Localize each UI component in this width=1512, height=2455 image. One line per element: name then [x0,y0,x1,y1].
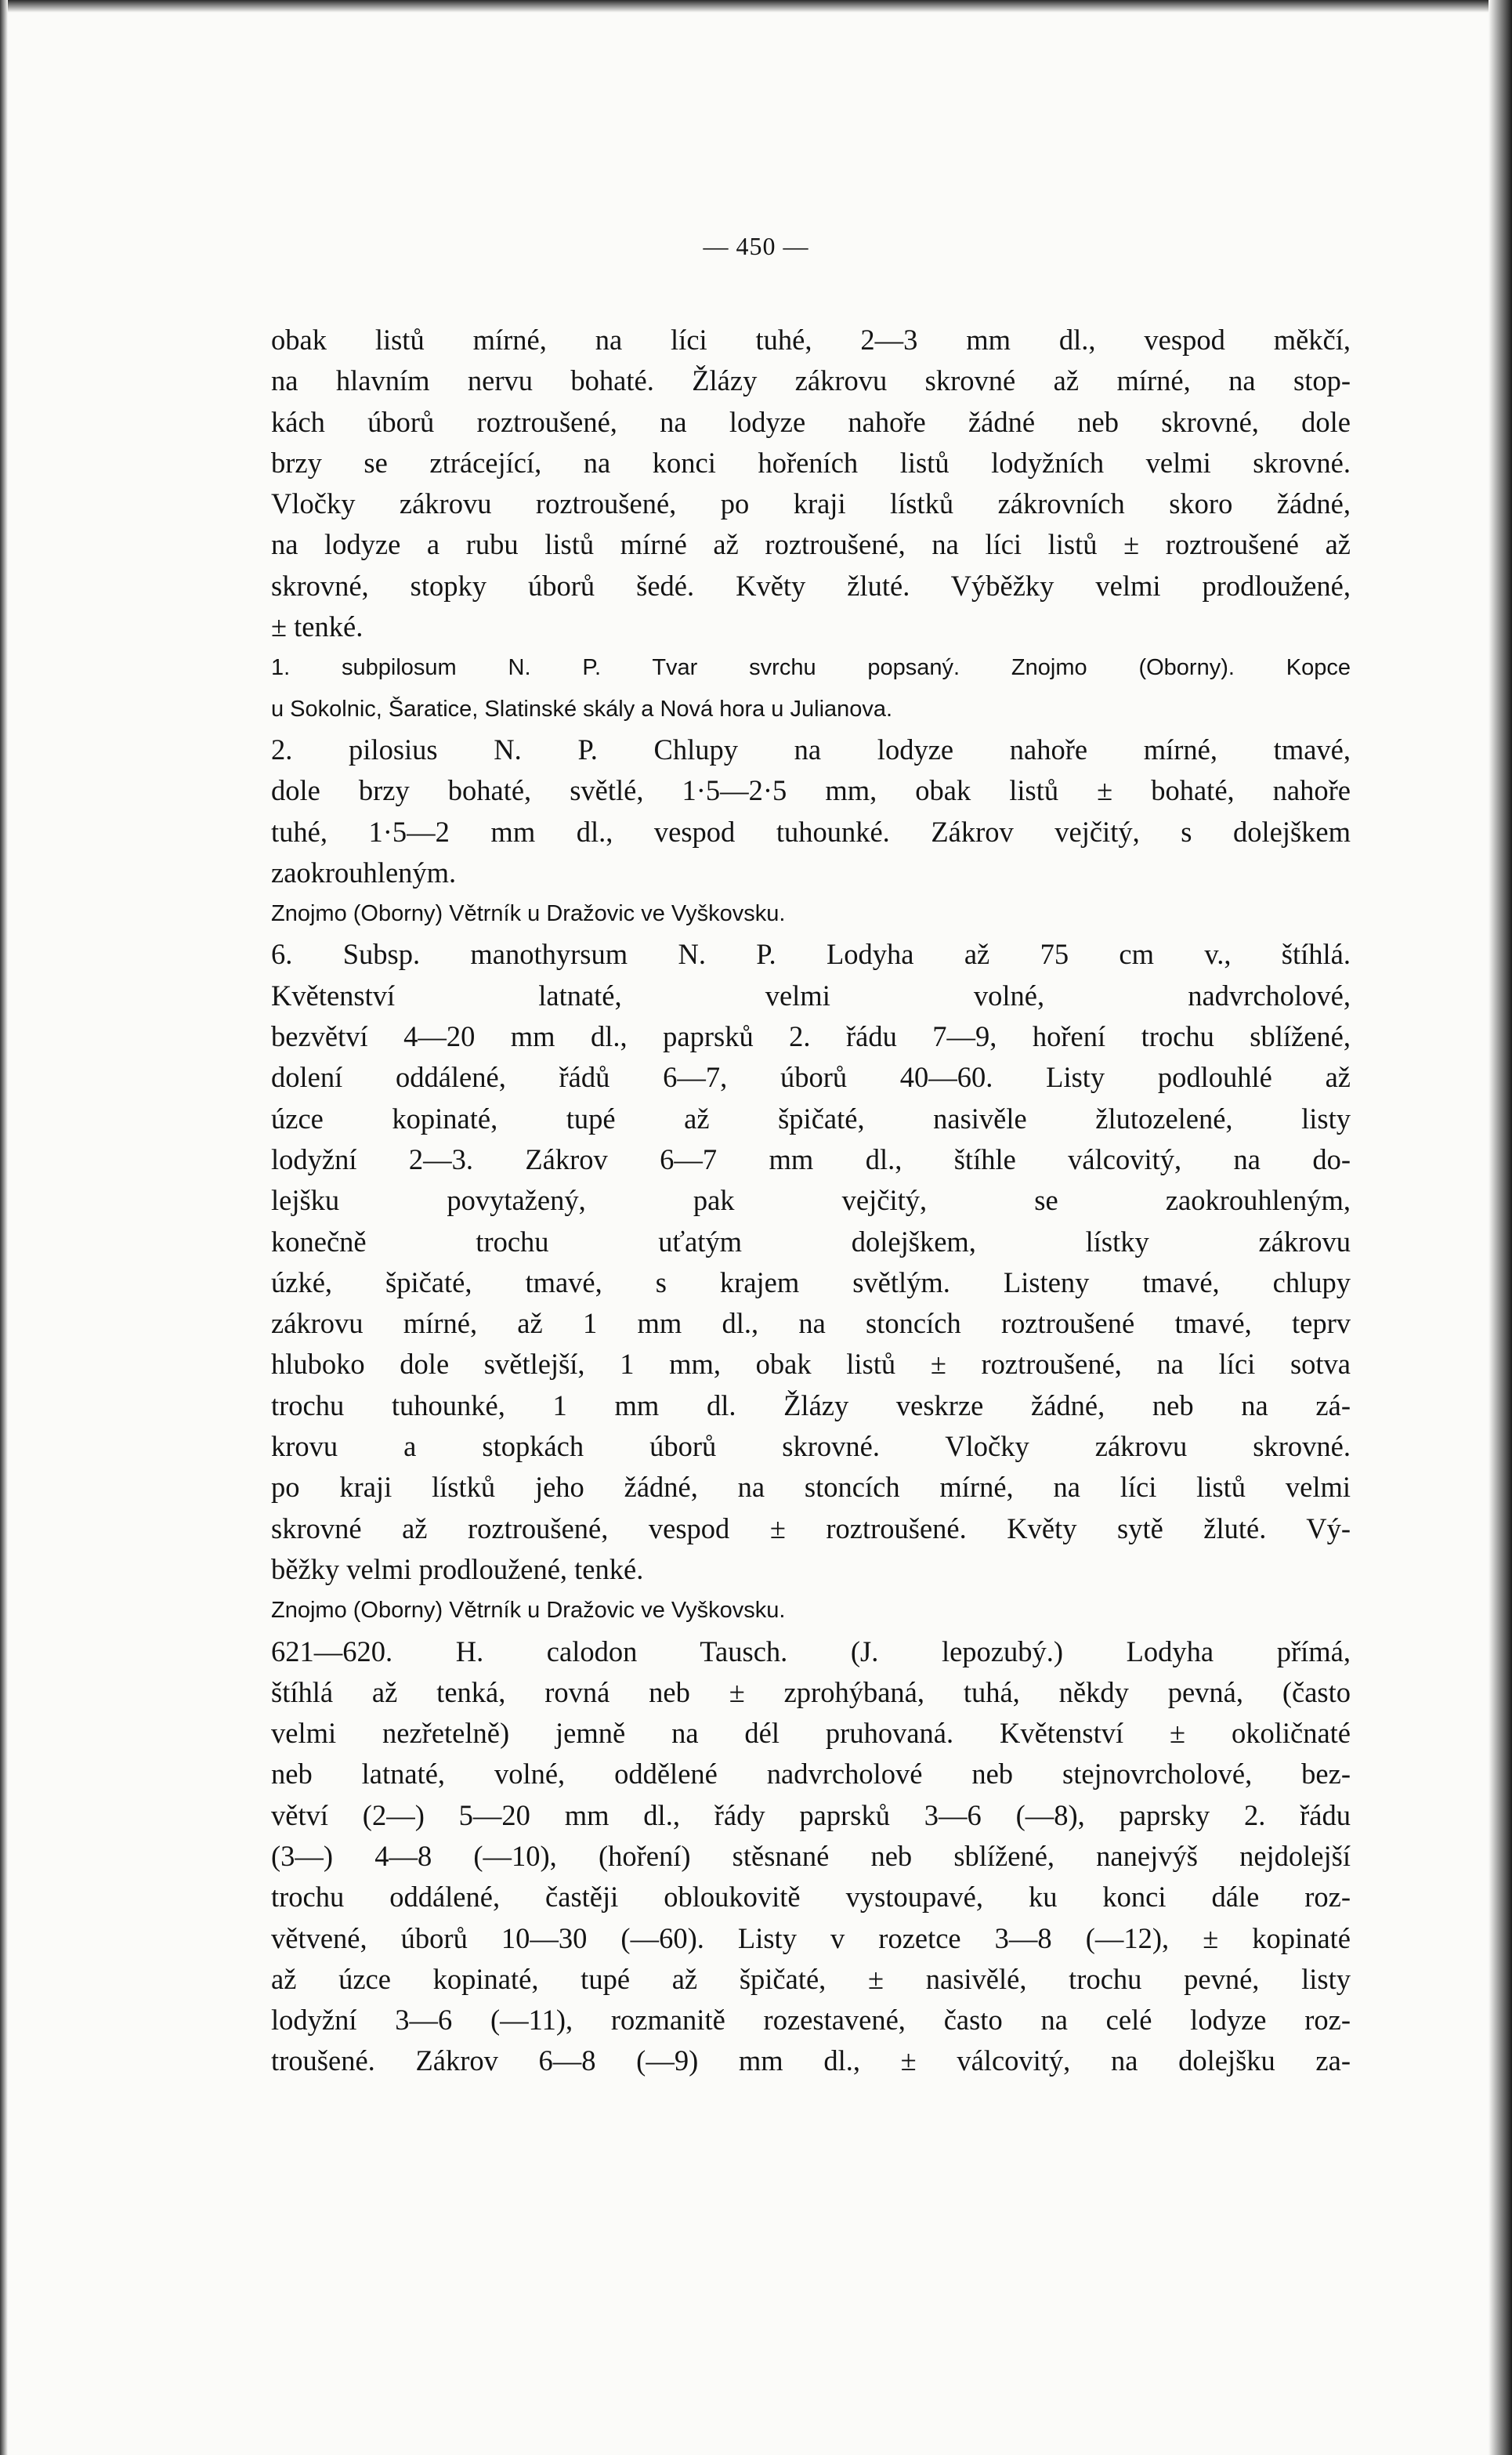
text-line: kách úborů roztroušené, na lodyze nahoře žádné neb skrovné, dole [271,405,1351,438]
text-line: konečně trochu uťatým dolejškem, lístky zákrovu [271,1225,1351,1258]
locality-line: Znojmo (Oborny) Větrník u Dražovic ve Vyškovsku. [271,901,786,927]
text-line: bezvětví 4—20 mm dl., paprsků 2. řádu 7—9, hoření trochu sblížené, [271,1020,1351,1053]
text-line: brzy se ztrácející, na konci hořeních listů lodyžních velmi skrovné. [271,446,1351,479]
text-line: dolení oddálené, řádů 6—7, úborů 40—60. Listy podlouhlé až [271,1061,1351,1094]
text-line: zákrovu mírné, až 1 mm dl., na stoncích roztroušené tmavé, teprv [271,1307,1351,1340]
scan-edge-left [0,0,8,2455]
text-line: skrovné, stopky úborů šedé. Květy žluté. Výběžky velmi prodloužené, [271,569,1351,602]
text-line: úzce kopinaté, tupé až špičaté, nasivěle žlutozelené, listy [271,1102,1351,1135]
page-number: — 450 — [703,232,809,260]
text-line: 2. pilosius N. P. Chlupy na lodyze nahoře mírné, tmavé, [271,733,1351,766]
text-body [271,320,1351,2082]
text-line: na hlavním nervu bohaté. Žlázy zákrovu skrovné až mírné, na stop- [271,364,1351,397]
text-line: lodyžní 3—6 (—11), rozmanitě rozestavené, často na celé lodyze roz- [271,2004,1351,2037]
text-line: úzké, špičaté, tmavé, s krajem světlým. Listeny tmavé, chlupy [271,1266,1351,1298]
text-line: (3—) 4—8 (—10), (hoření) stěsnané neb sblížené, nanejvýš nejdolejší [271,1839,1351,1872]
text-line: zaokrouhleným. [271,856,457,889]
text-line: velmi nezřetelně) jemně na dél pruhovaná. Květenství ± okoličnaté [271,1717,1351,1750]
text-line: lodyžní 2—3. Zákrov 6—7 mm dl., štíhle válcovitý, na do- [271,1142,1351,1175]
text-line: štíhlá až tenká, rovná neb ± zprohýbaná, tuhá, někdy pevná, (často [271,1675,1351,1708]
text-line: 621—620. H. calodon Tausch. (J. lepozubý.) Lodyha přímá, [271,1635,1351,1667]
text-line: troušené. Zákrov 6—8 (—9) mm dl., ± válcovitý, na dolejšku za- [271,2044,1351,2077]
locality-line: u Sokolnic, Šaratice, Slatinské skály a Nová hora u Julianova. [271,696,893,722]
text-line: obak listů mírné, na líci tuhé, 2—3 mm dl., vespod měkčí, [271,324,1351,356]
locality-line: 1. subpilosum N. P. Tvar svrchu popsaný. Znojmo (Oborny). Kopce [271,655,1351,681]
text-line: na lodyze a rubu listů mírné až roztroušené, na líci listů ± roztroušené až [271,528,1351,561]
text-line: skrovné až roztroušené, vespod ± roztroušené. Květy sytě žluté. Vý- [271,1512,1351,1544]
text-line: větví (2—) 5—20 mm dl., řády paprsků 3—6 (—8), paprsky 2. řádu [271,1798,1351,1831]
text-line: po kraji lístků jeho žádné, na stoncích mírné, na líci listů velmi [271,1471,1351,1504]
text-line: běžky velmi prodloužené, tenké. [271,1552,644,1585]
text-line: neb latnaté, volné, oddělené nadvrcholové neb stejnovrcholové, bez- [271,1758,1351,1791]
text-line: až úzce kopinaté, tupé až špičaté, ± nasivělé, trochu pevné, listy [271,1962,1351,1995]
text-line: dole brzy bohaté, světlé, 1·5—2·5 mm, obak listů ± bohaté, nahoře [271,774,1351,807]
locality-line: Znojmo (Oborny) Větrník u Dražovic ve Vyškovsku. [271,1598,786,1624]
text-line: tuhé, 1·5—2 mm dl., vespod tuhounké. Zákrov vejčitý, s dolejškem [271,815,1351,848]
text-line: 6. Subsp. manothyrsum N. P. Lodyha až 75 cm v., štíhlá. [271,938,1351,971]
scan-edge-top [0,0,1512,13]
text-line: Vločky zákrovu roztroušené, po kraji lístků zákrovních skoro žádné, [271,487,1351,520]
text-line: lejšku povytažený, pak vejčitý, se zaokrouhleným, [271,1184,1351,1217]
text-line: trochu tuhounké, 1 mm dl. Žlázy veskrze žádné, neb na zá- [271,1389,1351,1421]
text-line: hluboko dole světlejší, 1 mm, obak listů ± roztroušené, na líci sotva [271,1348,1351,1381]
text-line: větvené, úborů 10—30 (—60). Listy v rozetce 3—8 (—12), ± kopinaté [271,1921,1351,1954]
text-line: Květenství latnaté, velmi volné, nadvrcholové, [271,979,1351,1012]
text-line: ± tenké. [271,610,364,643]
text-line: trochu oddálené, častěji obloukovitě vystoupavé, ku konci dále roz- [271,1881,1351,1914]
text-line: krovu a stopkách úborů skrovné. Vločky zákrovu skrovné. [271,1430,1351,1463]
scan-edge-right [1488,0,1512,2455]
